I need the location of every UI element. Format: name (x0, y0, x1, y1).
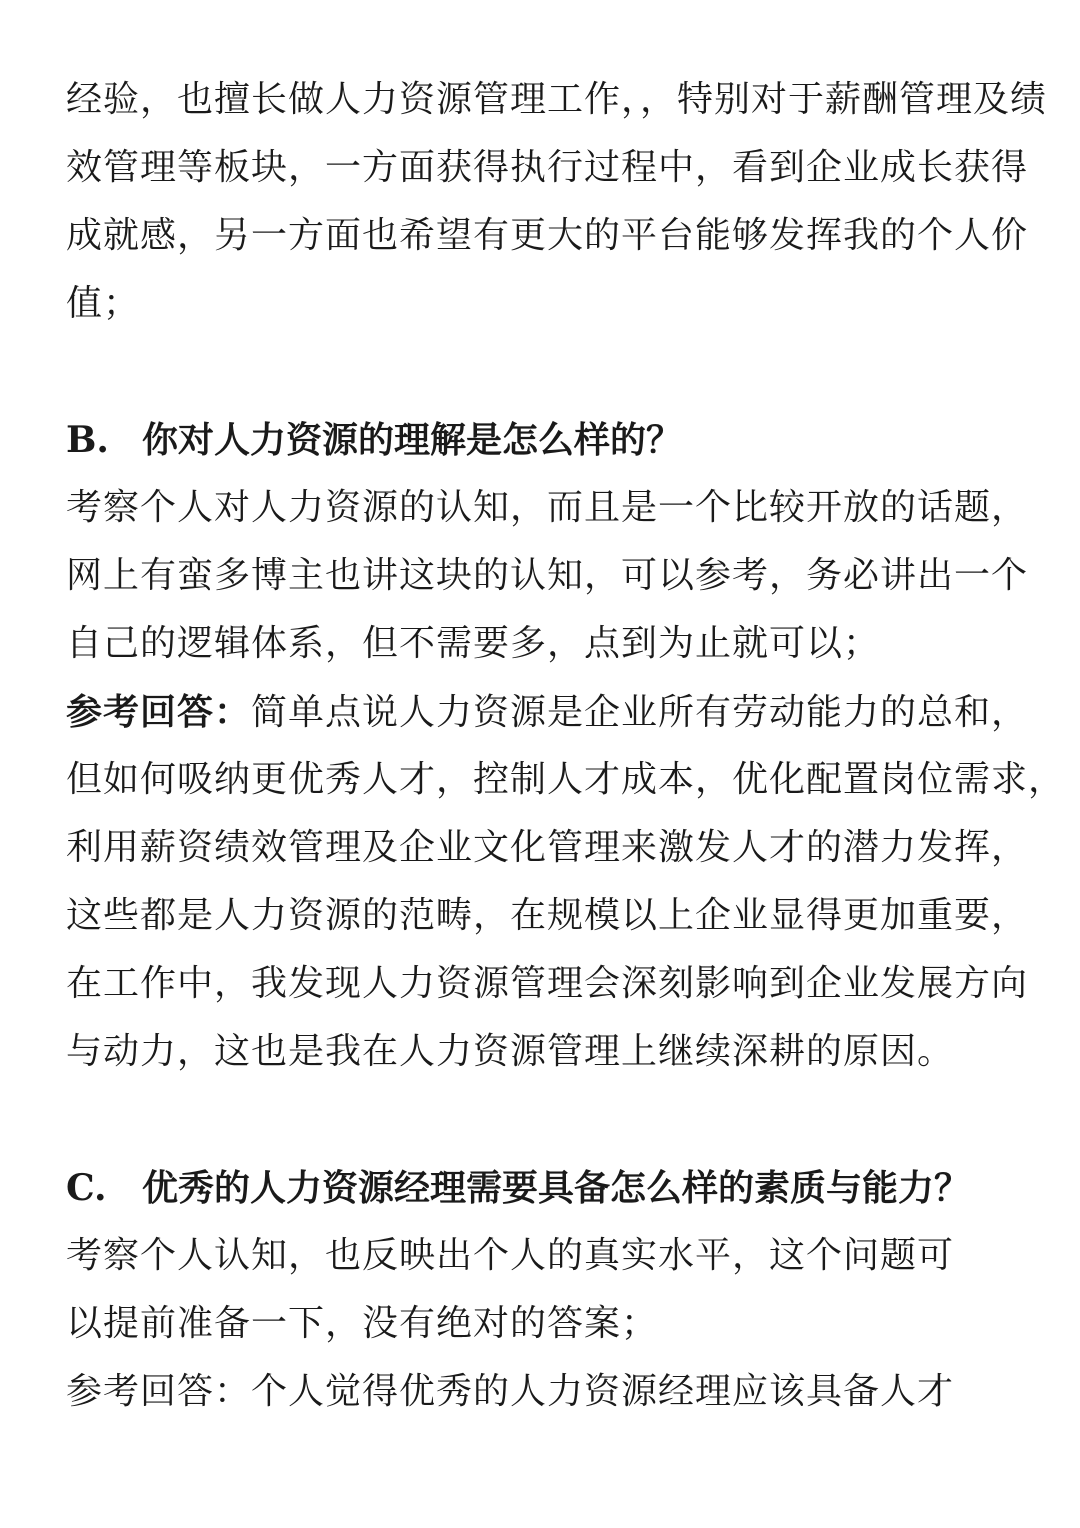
section-b-question: 你对人力资源的理解是怎么样的？ (142, 419, 683, 461)
text-line: 自己的逻辑体系，但不需要多，点到为止就可以； (66, 623, 881, 664)
section-c-heading (66, 1154, 1020, 1222)
text-line: 在工作中，我发现人力资源管理会深刻影响到企业发展方向 (66, 963, 1029, 1004)
section-c-question: 优秀的人力资源经理需要具备怎么样的素质与能力？ (142, 1167, 971, 1209)
text-line: 效管理等板块，一方面获得执行过程中，看到企业成长获得 (66, 147, 1029, 188)
spacer (66, 338, 1020, 406)
text-line: 经验，也擅长做人力资源管理工作，，特别对于薪酬管理及绩 (66, 79, 1048, 120)
text-line: 但如何吸纳更优秀人才，控制人才成本，优化配置岗位需求， (66, 759, 1066, 800)
text-line: 网上有蛮多博主也讲这块的认知，可以参考，务必讲出一个 (66, 555, 1029, 596)
text-line: 考察个人认知，也反映出个人的真实水平，这个问题可 (66, 1235, 955, 1276)
text-line: 这些都是人力资源的范畴，在规模以上企业显得更加重要， (66, 895, 1029, 936)
text-line: 值； (66, 283, 141, 324)
text-line: 考察个人对人力资源的认知，而且是一个比较开放的话题， (66, 487, 1029, 528)
section-c-letter: C. (66, 1167, 107, 1209)
section-c (66, 1154, 1020, 1426)
text-line: 参考回答：个人觉得优秀的人力资源经理应该具备人才 (66, 1371, 955, 1412)
answer-first-line (66, 678, 1029, 746)
answer-text: 简单点说人力资源是企业所有劳动能力的总和， (251, 692, 1029, 733)
spacer (66, 1086, 1020, 1154)
answer-label: 参考回答： (66, 691, 252, 733)
text-line: 利用薪资绩效管理及企业文化管理来激发人才的潜力发挥， (66, 827, 1029, 868)
section-b-heading (66, 406, 1020, 474)
section-b-letter: B. (66, 419, 109, 461)
section-b (66, 406, 1066, 1086)
text-line: 以提前准备一下，没有绝对的答案； (66, 1303, 659, 1344)
text-line: 成就感，另一方面也希望有更大的平台能够发挥我的个人价 (66, 215, 1029, 256)
intro-paragraph (66, 66, 1048, 338)
text-line: 与动力，这也是我在人力资源管理上继续深耕的原因。 (66, 1031, 955, 1072)
